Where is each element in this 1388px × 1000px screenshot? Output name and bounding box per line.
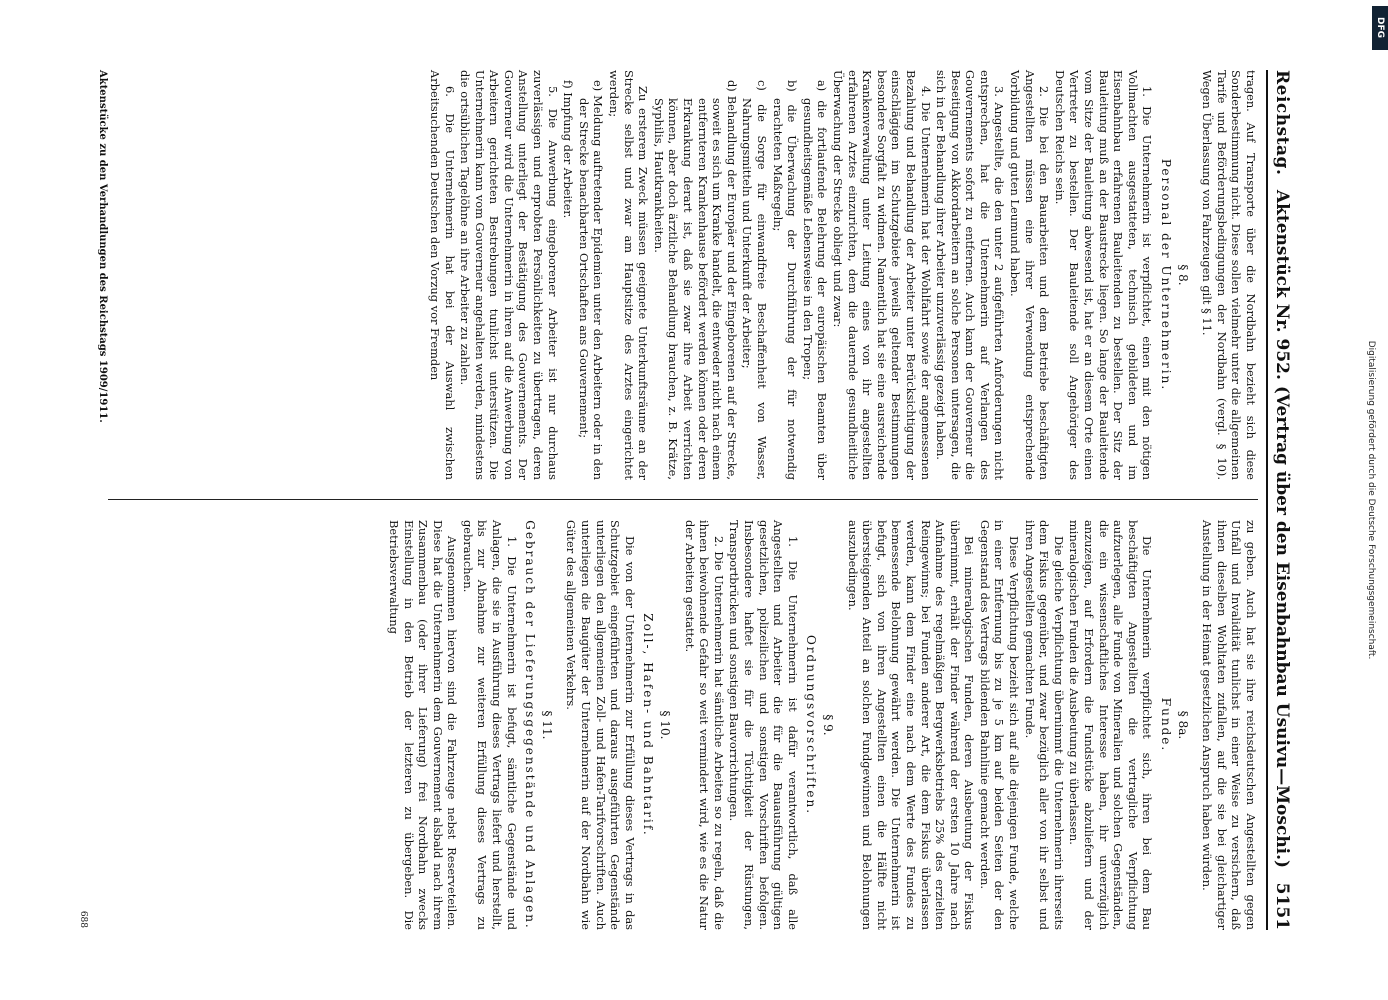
header-page-number: 5151 <box>1272 882 1292 930</box>
paragraph: Die Unternehmerin verpflichtet sich, ihren bei dem Bau beschäftigten Angestellten die vertragliche Verpflichtung aufzuerlegen, alle Funde von Mineralien und solchen Gegenständen, die ein wissenschaftliches Interesse haben, ihr unverzüglich anzuzeigen, auf Erfordern die Fundstücke abzuliefern und der mineralogischen Funden die Ausbeutung zu überlassen. <box>1067 520 1155 930</box>
column-divider <box>108 499 1258 500</box>
page-header <box>1266 70 1306 930</box>
left-column <box>108 70 1258 480</box>
paragraph: 6. Die Unternehmerin hat bei der Auswahl zwischen Arbeitsuchenden Deutschen den Vorzug vor Fremden <box>427 70 457 480</box>
paragraph: Diese Verpflichtung bezieht sich auf alle diejenigen Funde, welche in einer Entfernung bis zu je 5 km auf beiden Seiten der den Gegenstand des Vertrags bildenden Bahnlinie gemacht werden. <box>977 520 1022 930</box>
paragraph: 2. Die Unternehmerin hat sämtliche Arbeiten so zu regeln, daß die ihnen beiwohnende Gefahr so weit vermindert wird, wie es die Natur der Arbeiten gestattet. <box>682 520 726 930</box>
section-heading: § 10. <box>658 710 673 740</box>
list-item: b) die Überwachung der Durchführung der für notwendig erachteten Maßregeln; <box>770 80 800 480</box>
paragraph: 1. Die Unternehmerin ist befugt, sämtliche Gegenstände und Anlagen, die sie in Ausführung dieses Vertrags liefert und herstellt, bis zur Abnahme zur weiteren Erfüllung dieses Vertrags zu gebrauchen. <box>460 520 519 930</box>
sheet-number: 688 <box>78 910 88 928</box>
paragraph: Die von der Unternehmerin zur Erfüllung dieses Vertrags in das Schutzgebiet eingeführten und daraus ausgeführten Gegenstände unterliegen den allgemeinen Zoll- und Hafen-Tarifvorschriften. Auch unterliegen die Baugüter der Unternehmerin auf der Nordbahn wie Güter des allgemeinen Verkehrs. <box>564 520 637 930</box>
paragraph: tragen. Auf Transporte über die Nordbahn bezieht sich diese Sonderbestimmung nicht. Diese sollen vielmehr unter die allgemeinen Tarife und Beförderungsbedingungen der Nordbahn (vergl. § 10). Wegen Überlassung von Fahrzeugen gilt § 11. <box>1200 70 1258 480</box>
section-title: Funde. <box>1159 697 1174 753</box>
list-item: f) Impfung der Arbeiter. <box>561 80 576 219</box>
page-footer: Aktenstücke zu den Verhandlungen des Reichstags 1909/1911. <box>97 70 108 423</box>
list-item: a) die fortlaufende Belehrung der europäischen Beamten über gesundheitsgemäße Lebensweise in den Tropen; <box>800 80 830 480</box>
section-heading: § 9. <box>820 714 835 736</box>
header-title: Aktenstück Nr. 952. (Vertrag über den Eisenbahnbau Usuivu—Moschi.) <box>1272 189 1292 869</box>
right-column <box>108 520 1258 930</box>
section-heading: § 8a. <box>1175 710 1190 740</box>
digitization-note: Digitalisierung gefördert durch die Deutsche Forschungsgemeinschaft. <box>1366 340 1376 660</box>
header-left: Reichstag. <box>1272 70 1292 176</box>
section-heading: § 8. <box>1175 264 1190 286</box>
rotated-page <box>76 70 1306 930</box>
paragraph: 4. Die Unternehmerin hat der Wohlfahrt sowie der angemessenen Bezahlung und Behandlung der Arbeiter unter Berücksichtigung der einschlägigen im Schutzgebiete jeweils geltender Bestimmungen besondere Sorgfalt zu widmen. Namentlich hat sie eine ausreichende Krankenverwaltung unter Leitung eines von ihr angestellten erfahrenen Arztes einzurichten, dem die dauernde gesundheitliche Überwachung der Strecke obliegt und zwar: <box>830 70 933 480</box>
paragraph: 1. Die Unternehmerin ist dafür verantwortlich, daß alle Angestellten und Arbeiter die für die Bauausführung gültigen gesetzlichen, polizeilichen und sonstigen Vorschriften befolgen. Insbesondere haftet sie für die Tüchtigkeit der Rüstungen, Transportbrücken und sonstigen Bauvorrichtungen. <box>727 520 800 930</box>
list-item: c) die Sorge für einwandfreie Beschaffenheit von Wasser, Nahrungsmitteln und Unterkunft der Arbeiter; <box>740 80 769 480</box>
paragraph: 5. Die Anwerbung eingeborener Arbeiter ist nur durchaus zuverlässigen und erprobten Persönlichkeiten zu übertragen, deren Anstellung unterliegt der Bestätigung des Gouvernements. Der Gouverneur wird die Unternehmerin in ihren auf die Anwerbung von Arbeitern gerichteten Bestrebungen tunlichst unterstützen. Die Unternehmerin kann vom Gouverneur angehalten werden, mindestens die ortsüblichen Tagelöhne an ihre Arbeiter zu zahlen. <box>458 70 560 480</box>
section-title: Personal der Unternehmerin. <box>1159 158 1174 392</box>
dfg-logo: DFG <box>1372 6 1388 50</box>
list-item: d) Behandlung der Europäer und der Eingeborenen auf der Strecke, soweit es sich um Kranke handelt, die entweder nicht nach einem entfernteren Krankenhause befördert werden können oder deren Erkrankung derart ist, daß sie zwar ihre Arbeit verrichten können, aber doch ärztliche Behandlung brauchen, z. B. Krätze, Syphilis, Hautkrankheiten. <box>651 80 739 480</box>
paragraph: Bei mineralogischen Funden, deren Ausbeutung der Fiskus übernimmt, erhält der Finder während der ersten 10 Jahre nach Aufnahme des regelmäßigen Bergwerksbetriebs 25% des erzielten Reingewinns; bei Funden anderer Art, die dem Fiskus überlassen werden, kann dem Finder eine nach dem Werte des Fundes zu bemessende Belohnung gewährt werden. Die Unternehmerin ist befugt, sich von ihren Angestellten einen die Hälfte nicht übersteigenden Anteil an solchen Fundgewinnen und Belohnungen auszubedingen. <box>845 520 977 930</box>
list-item: e) Meldung auftretender Epidemien unter den Arbeitern oder in den der Strecke benachbarten Ortschaften ans Gouvernement; <box>576 80 606 480</box>
paragraph: zu geben. Auch hat sie ihre reichsdeutschen Angestellten gegen Unfall und Invalidität tunlichst in einer Weise zu versichern, daß ihnen dieselben Wohltaten zufallen, auf die sie bei gleichartiger Anstellung in der Heimat gesetzlichen Anspruch haben würden. <box>1200 520 1258 930</box>
paragraph: 2. Die bei den Bauarbeiten und dem Betriebe beschäftigten Angestellten müssen eine ihrer Verwendung entsprechende Vorbildung und guten Leumund haben. <box>1008 70 1052 480</box>
paragraph: Die gleiche Verpflichtung übernimmt die Unternehmerin ihrerseits dem Fiskus gegenüber, und zwar bezüglich aller von ihr selbst und ihren Angestellten gemachten Funde. <box>1022 520 1066 930</box>
paragraph: Ausgenommen hiervon sind die Fahrzeuge nebst Reserveteilen. Diese hat die Unternehmerin dem Gouvernement alsbald nach ihrem Zusammenbau (oder ihrer Lieferung) frei Nordbahn zwecks Einstellung in den Betrieb der letzteren zu übergeben. Die Betriebsverwaltung <box>386 520 460 930</box>
section-title: Gebrauch der Lieferungsgegenstände und Anlagen. <box>523 520 538 930</box>
paragraph: 3. Angestellte, die den unter 2 aufgeführten Anforderungen nicht entsprechen, hat die Unternehmerin auf Verlangen des Gouvernements sofort zu entfernen. Auch kann der Gouverneur die Beseitigung von Akkordarbeitern an solche Personen untersagen, die sich in der Behandlung ihrer Arbeiter unzuverlässig gezeigt haben. <box>934 70 1007 480</box>
section-title: Ordnungsvorschriften. <box>804 634 819 816</box>
paragraph: Zu ersterem Zweck müssen geeignete Unterkunftsräume an der Strecke selbst und zwar am Hauptsitze des Arztes eingerichtet werden; <box>607 70 651 480</box>
paragraph: 1. Die Unternehmerin ist verpflichtet, einen mit den nötigen Vollmachten ausgestatteten, technisch gebildeten und im Eisenbahnbau erfahrenen Bauleitenden zu bestellen. Der Sitz der Bauleitung muß an der Baustrecke liegen. So lange der Bauleitende vom Sitze der Bauleitung abwesend ist, hat er an diesem Orte einen Vertreter zu bestellen. Der Bauleitende soll Angehöriger des Deutschen Reichs sein. <box>1052 70 1155 480</box>
section-title: Zoll-, Hafen- und Bahntarif. <box>641 613 656 837</box>
section-heading: § 11. <box>539 710 554 740</box>
